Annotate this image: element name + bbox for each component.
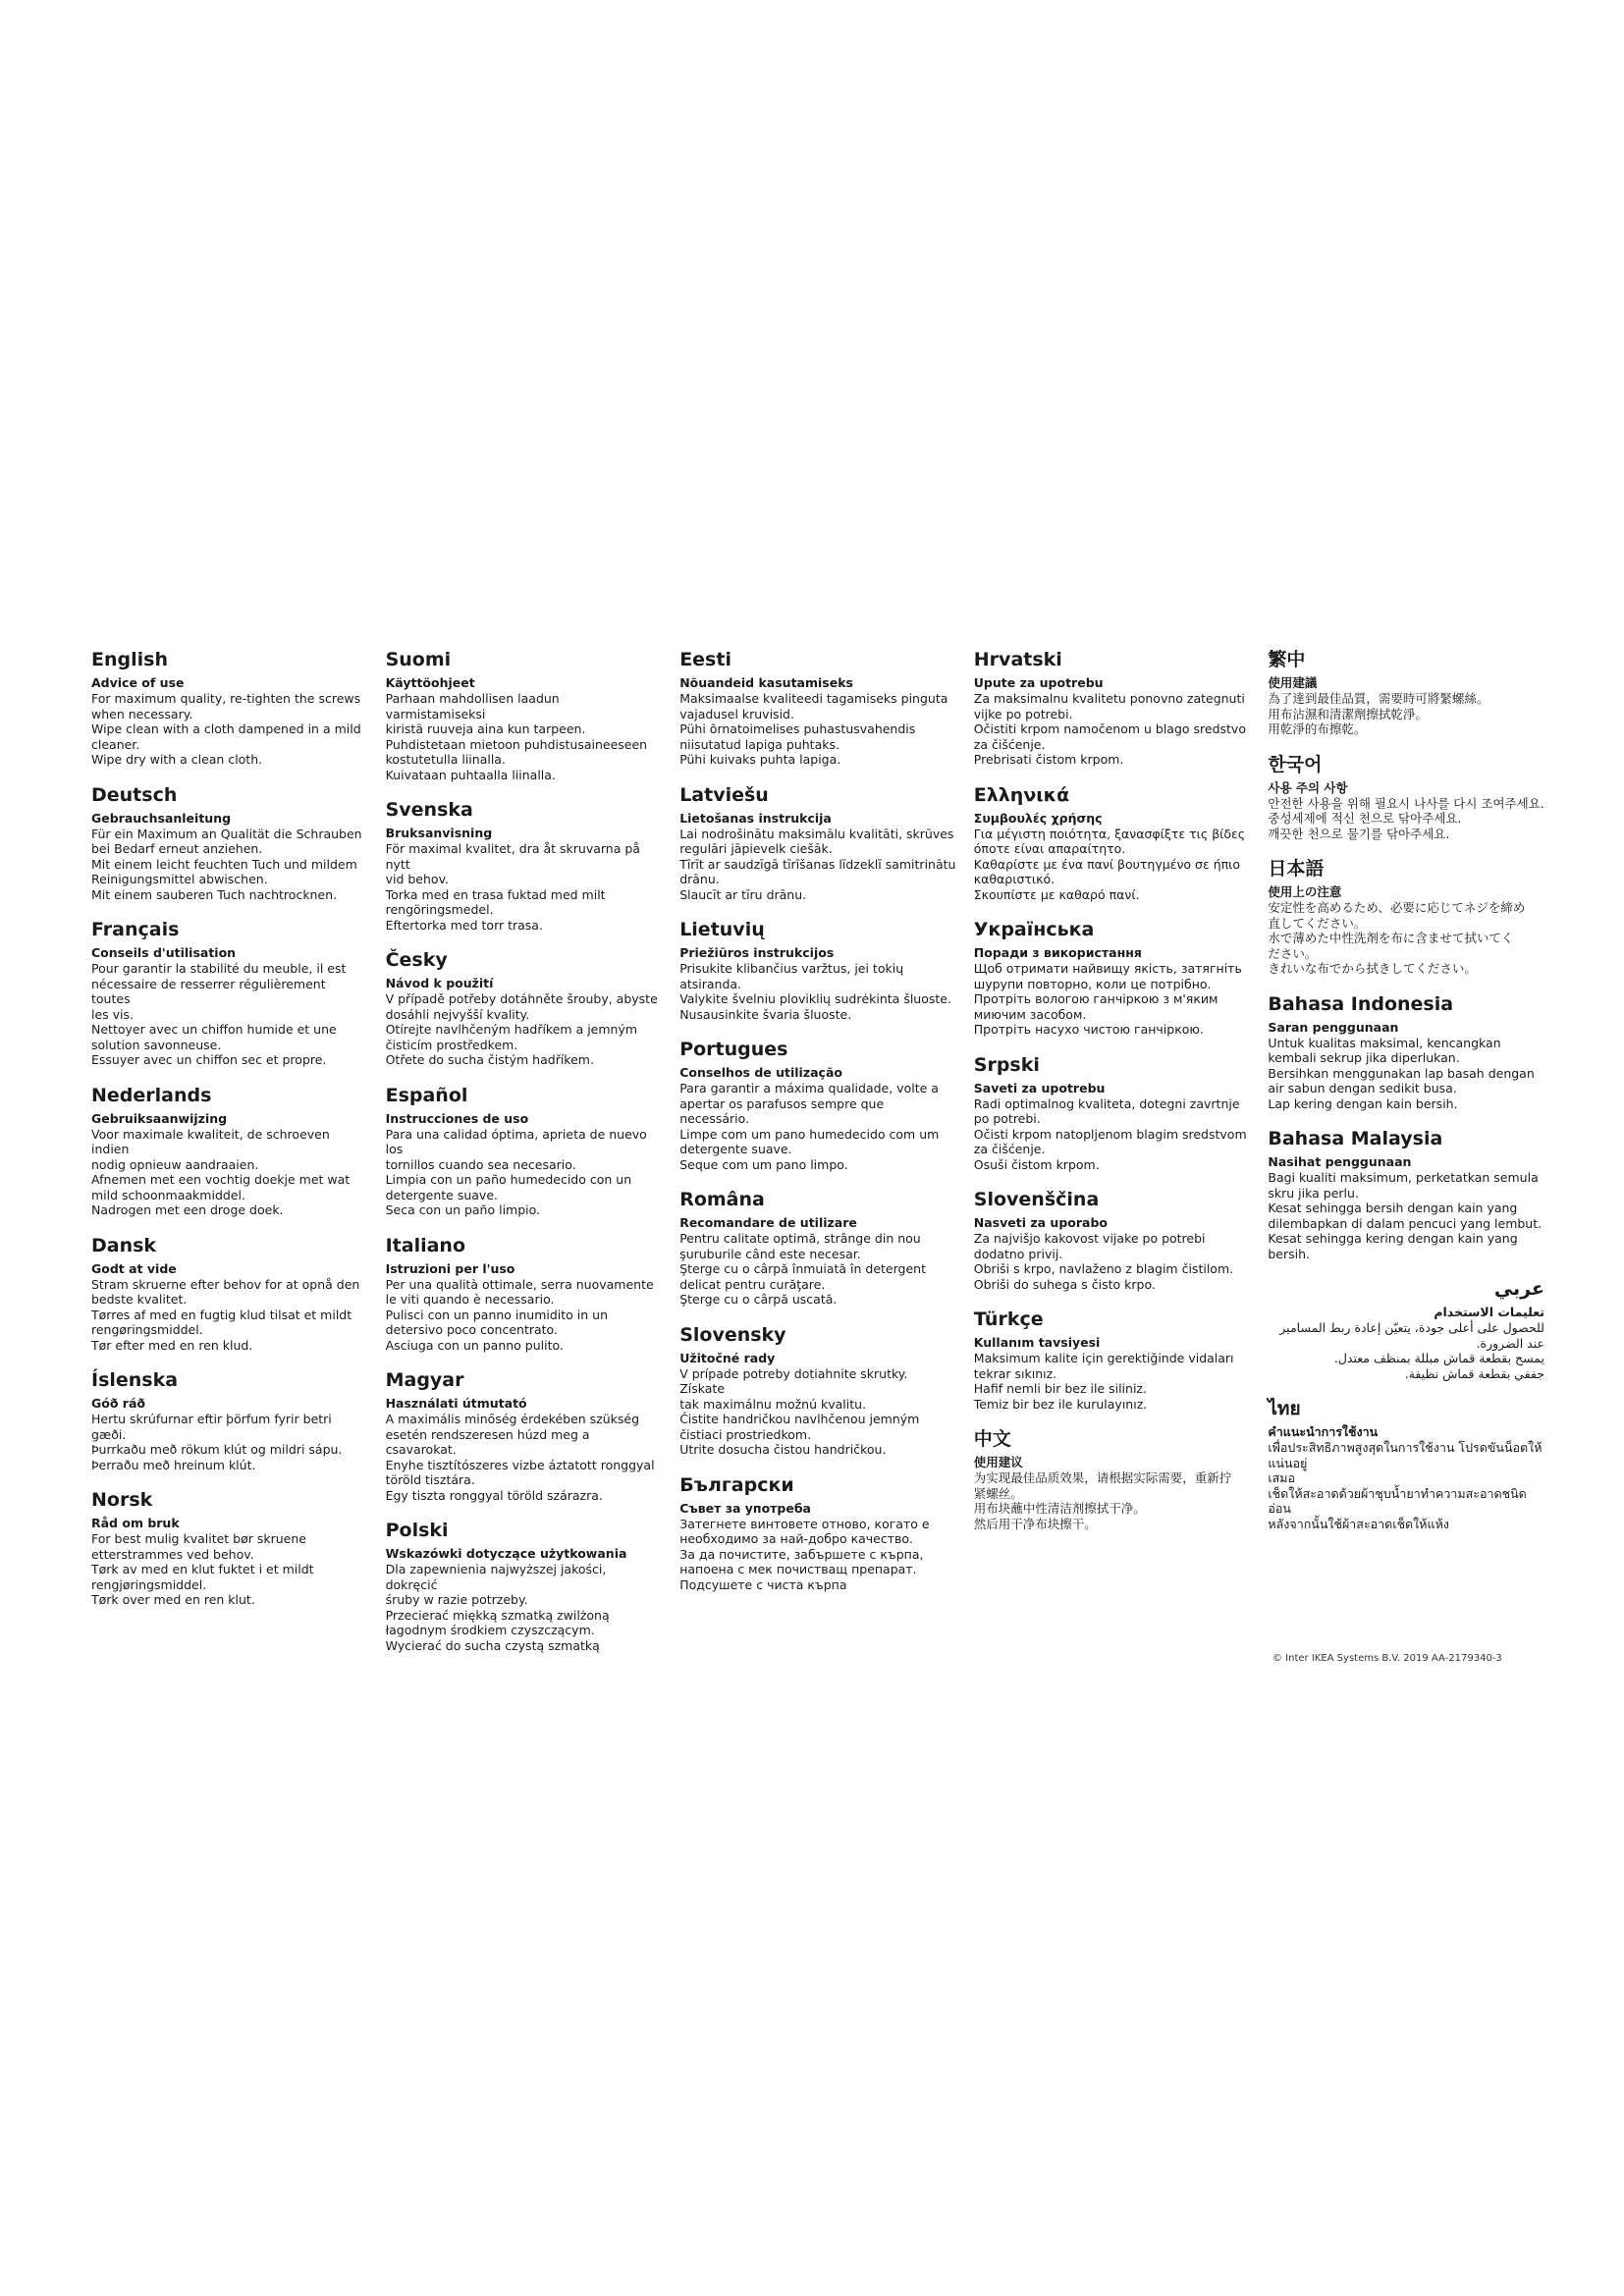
text-line: Wipe clean with a cloth dampened in a mild [91,721,361,736]
column-3 [679,648,956,1669]
text-line: Valykite švelniu ploviklių sudrėkinta šluoste. [679,991,951,1006]
section-greek [974,783,1251,903]
text-line: za čišćenje. [973,1142,1046,1156]
text-line: Wipe dry with a clean cloth. [91,752,263,767]
section-chinese-traditional [1268,648,1544,737]
text-line: 깨끗한 천으로 물기를 닦아주세요. [1268,826,1450,841]
text-line: หลังจากนั้นใช้ผ้าสะอาดเช็ดให้แห้ง [1268,1516,1449,1531]
text-line: nécessaire de resserrer régulièrement toutes [91,976,326,1006]
section-suomi [386,648,663,782]
text-line: For maximum quality, re-tighten the screws [91,691,361,706]
text-line: łagodnym środkiem czyszczącym. [385,1623,595,1637]
language-title: Dansk [91,1234,157,1256]
text-line: Torka med en trasa fuktad med milt [385,886,606,902]
text-line: Seca con un paño limpio. [385,1202,541,1217]
text-line: po potrebi. [973,1111,1041,1126]
section-arabic [1268,1277,1544,1381]
text-line: เพื่อประสิทธิภาพสูงสุดในการใช้งาน โปรดขันน็อตให้แน่นอยู่ [1268,1440,1543,1470]
text-line: detersivo poco concentrato. [385,1322,558,1337]
section-svenska [386,798,663,933]
section-heading: Godt at vide [91,1260,177,1276]
text-line: Afnemen met een vochtig doekje met wat [91,1172,351,1187]
section-heading: Užitočné rady [679,1350,776,1365]
text-line: Za najvišjo kakovost vijake po potrebi [973,1231,1206,1246]
column-1 [91,648,368,1669]
section-romana [679,1188,956,1308]
text-line: bei Bedarf erneut anziehen. [91,841,263,856]
language-title: Slovenščina [973,1189,1100,1210]
section-heading: Nasihat penggunaan [1268,1154,1412,1169]
text-line: V prípade potreby dotiahnite skrutky. Získate [679,1365,908,1396]
text-line: Stram skruerne efter behov for at opnå den [91,1276,360,1292]
language-title: Hrvatski [973,649,1062,670]
text-line: rengjøringsmiddel. [91,1576,207,1592]
section-heading: Поради з використання [973,945,1142,960]
text-line: Pour garantir la stabilité du meuble, il est [91,961,347,976]
text-line: nodig opnieuw aandraaien. [91,1156,259,1172]
text-line: le viti quando è necessario. [385,1292,555,1307]
text-line: För maximal kvalitet, dra åt skruvarna på nytt [385,841,640,872]
text-line: 然后用干净布块擦干。 [973,1516,1097,1531]
copyright-footer: © Inter IKEA Systems B.V. 2019 AA-2179340-3 [1272,1653,1502,1664]
text-line: atsiranda. [679,976,742,991]
text-line: ださい。 [1268,945,1318,961]
section-chinese-simplified [974,1427,1251,1531]
section-espanol [386,1084,663,1218]
text-line: Hafif nemli bir bez ile siliniz. [973,1381,1147,1396]
section-magyar [386,1368,663,1503]
text-line: Egy tiszta ronggyal töröld szárazra. [385,1487,603,1503]
text-line: dilembapkan di dalam pencuci yang lembut. [1268,1215,1543,1231]
text-line: tak maximálnu možnú kvalitu. [679,1396,867,1412]
text-line: 用乾淨的布擦乾。 [1268,721,1367,736]
text-line: Enyhe tisztítószeres vizbe áztatott ronggyal [385,1457,655,1472]
text-line: cleaner. [91,736,140,752]
text-line: Lai nodrošinātu maksimālu kvalitāti, skrūves [679,826,954,841]
section-heading: Upute za upotrebu [973,675,1104,690]
text-line: Kesat sehingga bersih dengan kain yang [1268,1201,1518,1215]
section-heading: Priežiūros instrukcijos [679,945,835,960]
language-title: Deutsch [91,783,178,806]
language-title: English [91,649,168,670]
section-heading: Съвет за употреба [679,1500,811,1516]
text-line: καθαριστικό. [973,872,1056,886]
text-line: Şterge cu o cârpă înmuiată în detergent [679,1261,926,1276]
language-title: 中文 [973,1428,1011,1450]
text-line: للحصول على أعلى جودة، يتعيّن إعادة ربط المسامير [1279,1320,1544,1335]
text-line: Bagi kualiti maksimum, perketatkan semula [1268,1170,1539,1185]
section-srpski [974,1053,1251,1173]
text-line: 為了達到最佳品質，需要時可將緊螺絲。 [1268,691,1489,706]
section-heading: Gebruiksaanwijzing [91,1110,228,1126]
text-line: Maksimaalse kvaliteedi tagamiseks pinguta [679,691,948,706]
section-heading: Nasveti za uporabo [973,1215,1108,1230]
language-title: Български [679,1473,794,1496]
section-bahasa-malaysia [1268,1127,1544,1261]
text-line: миючим засобом. [973,1006,1087,1022]
text-line: Mit einem leicht feuchten Tuch und mildem [91,856,357,872]
language-title: Norsk [91,1489,153,1511]
text-line: Otřete do sucha čistým hadříkem. [385,1052,594,1067]
section-slovensky [679,1323,956,1458]
text-line: mild schoonmaakmiddel. [91,1187,245,1202]
text-line: Şterge cu o cârpă uscată. [679,1292,838,1307]
text-line: Tīrīt ar saudzīgā tīrīšanas līdzeklī samitrinātu [679,856,956,872]
section-heading: Saveti za upotrebu [973,1080,1106,1095]
text-line: 안전한 사용을 위해 필요시 나사를 다시 조여주세요. [1268,795,1544,811]
text-line: kembali sekrup jika diperlukan. [1268,1050,1460,1065]
section-heading: Συμβουλές χρήσης [973,810,1103,826]
text-line: เช็ดให้สะอาดด้วยผ้าชุบน้ำยาทำความสะอาดชนิดอ่อน [1268,1485,1527,1516]
column-5 [1268,648,1544,1669]
text-line: 为实现最佳品质效果，请根据实际需要，重新拧 [973,1470,1232,1485]
text-line: Očisti krpom natopljenom blagim sredstvom [973,1126,1247,1142]
language-title: Íslenska [91,1369,179,1391]
text-line: Otírejte navlhčeným hadříkem a jemným [385,1022,638,1037]
language-title: Česky [385,949,448,971]
language-title: عربي [1493,1278,1544,1300]
text-line: Prisukite klibančius varžtus, jei tokių [679,961,904,976]
text-line: apertar os parafusos sempre que necessário. [679,1095,885,1126]
text-line: For best mulig kvalitet bør skruene [91,1531,306,1546]
language-title: Slovensky [679,1323,786,1346]
text-line: необходимо за най-добро качество. [679,1531,913,1546]
section-heading: 使用上の注意 [1268,884,1342,899]
text-line: Osuši čistom krpom. [973,1156,1100,1172]
text-line: bersih. [1268,1246,1311,1261]
text-line: skru jika perlu. [1268,1185,1359,1201]
text-line: Подсушете с чиста кърпа [679,1576,847,1592]
language-title: Portugues [679,1039,788,1060]
section-english [91,648,368,768]
section-heading: Gebrauchsanleitung [91,810,232,826]
language-title: Eesti [679,649,731,670]
section-heading: Lietošanas instrukcija [679,810,832,826]
text-line: tornillos cuando sea necesario. [385,1156,576,1172]
section-heading: 使用建议 [973,1455,1023,1469]
text-line: dosáhli nejvyšší kvality. [385,1006,530,1022]
text-line: čisticím prostředkem. [385,1037,518,1052]
language-title: Svenska [385,799,473,821]
text-line: Per una qualità ottimale, serra nuovamente [385,1276,654,1292]
text-line: when necessary. [91,706,193,721]
language-title: Lietuvių [679,919,765,940]
text-line: Reinigungsmittel abwischen. [91,872,268,886]
section-heading: Saran penggunaan [1268,1019,1399,1035]
text-line: Puhdistetaan mietoon puhdistusaineeseen [385,736,648,752]
text-line: čistiaci prostriedkom. [679,1426,812,1442]
text-line: Temiz bir bez ile kurulayınız. [973,1396,1148,1412]
section-polski [386,1519,663,1653]
text-line: Hertu skrúfurnar eftir þörfum fyrir betri gæði. [91,1412,332,1442]
text-line: Für ein Maximum an Qualität die Schrauben [91,826,362,841]
language-title: 한국어 [1268,753,1323,775]
text-line: جففي بقطعة قماش نظيفة. [1404,1365,1544,1381]
text-line: 用布沾濕和清潔劑擦拭乾淨。 [1268,706,1428,721]
text-line: tekrar sıkınız. [973,1365,1057,1381]
text-line: Wycierać do sucha czystą szmatką [385,1637,600,1653]
text-line: bedste kvalitet. [91,1292,188,1307]
text-line: etterstrammes ved behov. [91,1546,254,1562]
section-heading: Góð ráð [91,1396,145,1411]
language-title: Italiano [385,1234,465,1256]
text-line: Obriši do suhega s čisto krpo. [973,1276,1156,1292]
language-title: Español [385,1084,468,1106]
text-line: Parhaan mahdollisen laadun varmistamiseksi [385,691,560,721]
text-line: Þerraðu með hreinum klút. [91,1457,256,1472]
text-line: Nadrogen met een droge doek. [91,1202,284,1217]
text-line: Pentru calitate optimă, strânge din nou [679,1231,921,1246]
text-line: เสมอ [1268,1470,1296,1485]
text-line: Obriši s krpo, navlaženo z blagim čistilom. [973,1261,1234,1276]
language-title: 繁中 [1268,649,1306,670]
text-line: عند الضرورة. [1476,1335,1544,1351]
language-title: Nederlands [91,1084,212,1106]
language-title: Suomi [385,649,452,670]
text-line: Voor maximale kwaliteit, de schroeven indien [91,1126,330,1156]
text-line: Καθαρίστε με ένα πανί βουτηγμένο σε ήπιο [973,856,1241,872]
column-4 [974,648,1251,1669]
section-eesti [679,648,956,768]
text-line: Dla zapewnienia najwyższej jakości, dokręcić [385,1562,607,1592]
section-heading: Recomandare de utilizare [679,1215,857,1230]
section-korean [1268,753,1544,842]
text-line: 用布块蘸中性清洁剂擦拭干净。 [973,1501,1146,1516]
text-line: V případě potřeby dotáhněte šrouby, abyste [385,991,658,1006]
section-japanese [1268,857,1544,977]
text-line: les vis. [91,1006,135,1022]
language-title: Türkçe [973,1308,1044,1330]
text-line: Asciuga con un panno pulito. [385,1337,564,1353]
section-lietuviu [679,918,956,1022]
section-heading: Istruzioni per l'uso [385,1260,515,1276]
column-2 [386,648,663,1669]
text-line: Kesat sehingga kering dengan kain yang [1268,1231,1518,1246]
text-line: Затегнете винтовете отново, когато е [679,1516,930,1531]
text-line: きれいな布でから拭きしてください。 [1268,961,1477,976]
language-title: Româna [679,1189,765,1210]
text-line: Eftertorka med torr trasa. [385,917,543,933]
text-line: niisutatud lapiga puhtaks. [679,736,839,752]
section-heading: Kullanım tavsiyesi [973,1335,1101,1350]
text-line: Pühi kuivaks puhta lapiga. [679,752,841,767]
text-line: Limpia con un paño humedecido con un [385,1172,632,1187]
section-heading: 使用建議 [1268,675,1318,690]
section-hrvatski [974,648,1251,768]
text-line: Þurrkaðu með rökum klút og mildri sápu. [91,1442,343,1457]
section-cesky [386,948,663,1068]
text-line: Utrite dosucha čistou handričkou. [679,1442,887,1457]
text-line: dodatno privij. [973,1246,1063,1261]
text-line: Tørk over med en ren klut. [91,1592,255,1607]
language-title: Magyar [385,1369,464,1391]
text-line: Przecierać miękką szmatką zwilżoną [385,1607,610,1623]
text-line: kostutetulla liinalla. [385,752,506,767]
text-line: 紧螺丝。 [973,1485,1023,1501]
text-line: 直してください。 [1268,915,1367,931]
section-heading: Bruksanvisning [385,826,493,840]
section-portugues [679,1038,956,1172]
text-line: За да почистите, забършете с кърпа, [679,1546,924,1562]
text-line: Seque com um pano limpo. [679,1156,848,1172]
language-title: Українська [973,919,1095,940]
text-line: Maksimum kalite için gerektiğinde vidaları [973,1351,1234,1365]
text-line: rengøringsmiddel. [91,1322,203,1337]
section-heading: Wskazówki dotyczące użytkowania [385,1546,627,1561]
section-bulgarian [679,1473,956,1593]
text-line: Essuyer avec un chiffon sec et propre. [91,1052,327,1067]
text-line: Za maksimalnu kvalitetu ponovno zategnuti [973,691,1245,706]
section-turkce [974,1308,1251,1412]
language-title: Français [91,919,180,940]
section-slovenscina [974,1188,1251,1292]
text-line: Limpe com um pano humedecido com um [679,1126,940,1142]
section-francais [91,918,368,1068]
text-line: esetén rendszeresen húzd meg a csavarokat. [385,1426,590,1457]
text-line: Radi optimalnog kvaliteta, dotegni zavrtnje [973,1095,1240,1111]
section-dansk [91,1234,368,1354]
language-title: 日本語 [1268,858,1325,880]
language-title: Bahasa Indonesia [1268,992,1454,1015]
section-heading: 사용 주의 사항 [1268,779,1348,795]
text-line: air sabun dengan sedikit busa. [1268,1081,1457,1095]
text-line: Pulisci con un panno inumidito in un [385,1307,609,1322]
section-heading: Návod k použití [385,976,494,990]
text-line: Pühi õrnatoimelises puhastusvahendis [679,721,916,736]
section-heading: Használati útmutató [385,1396,527,1411]
section-heading: Råd om bruk [91,1516,180,1530]
text-line: Щоб отримати найвищу якість, затягніть [973,961,1242,976]
text-line: delicat pentru curăţare. [679,1276,826,1292]
language-title: Ελληνικά [973,783,1070,806]
text-line: Para garantir a máxima qualidade, volte a [679,1081,939,1095]
text-line: Untuk kualitas maksimal, kencangkan [1268,1035,1501,1050]
text-line: Slaucīt ar tīru drānu. [679,886,807,902]
section-heading: تعليمات الاستخدام [1434,1305,1544,1319]
language-title: Bahasa Malaysia [1268,1128,1443,1149]
text-line: kiristä ruuveja aina kun tarpeen. [385,721,586,736]
text-line: Mit einem sauberen Tuch nachtrocknen. [91,886,338,902]
text-line: Bersihkan menggunakan lap basah dengan [1268,1065,1535,1081]
text-line: Kuivataan puhtaalla liinalla. [385,767,556,782]
text-line: şuruburile când este necesar. [679,1246,861,1261]
text-line: Nettoyer avec un chiffon humide et une [91,1022,337,1037]
text-line: Σκουπίστε με καθαρό πανί. [973,886,1140,902]
section-islenska [91,1368,368,1472]
section-heading: คำแนะนำการใช้งาน [1268,1424,1379,1439]
language-title: Srpski [973,1053,1040,1076]
section-norsk [91,1488,368,1608]
text-line: шурупи повторно, коли це потрібно. [973,976,1212,991]
section-bahasa-indonesia [1268,992,1544,1112]
text-line: drānu. [679,872,720,886]
text-line: Протріть насухо чистою ганчіркою. [973,1022,1204,1037]
text-line: Lap kering dengan kain bersih. [1268,1095,1458,1111]
text-line: rengöringsmedel. [385,902,494,917]
text-line: vajadusel kruvisid. [679,706,794,721]
section-heading: Käyttöohjeet [385,675,475,690]
section-italiano [386,1234,663,1354]
text-line: detergente suave. [385,1187,498,1202]
section-nederlands [91,1084,368,1218]
language-title: Latviešu [679,783,769,806]
text-line: regulāri jāpievelk ciešāk. [679,841,833,856]
section-heading: Instrucciones de uso [385,1110,529,1126]
instructions-columns [91,648,1544,1669]
text-line: Για μέγιστη ποιότητα, ξανασφίξτε τις βίδες [973,826,1246,841]
text-line: напоена с мек почистващ препарат. [679,1562,917,1576]
text-line: 중성세제에 적신 천으로 닦아주세요. [1268,811,1462,826]
text-line: vijke po potrebi. [973,706,1073,721]
text-line: A maximális minőség érdekében szükség [385,1412,640,1426]
text-line: śruby w razie potrzeby. [385,1592,528,1607]
section-ukrainian [974,918,1251,1038]
text-line: Nusausinkite švaria šluoste. [679,1006,852,1022]
text-line: vid behov. [385,872,449,886]
text-line: Протріть вологою ганчіркою з м'яким [973,991,1218,1006]
text-line: solution savonneuse. [91,1037,222,1052]
text-line: detergente suave. [679,1142,792,1156]
section-heading: Advice of use [91,675,185,690]
text-line: Prebrisati čistom krpom. [973,752,1124,767]
section-heading: Conseils d'utilisation [91,945,237,960]
section-latviesu [679,783,956,903]
section-deutsch [91,783,368,903]
text-line: Čistite handričkou navlhčenou jemným [679,1412,920,1426]
text-line: يمسح بقطعة قماش مبللة بمنظف معتدل. [1333,1351,1544,1365]
section-thai [1268,1397,1544,1531]
text-line: Para una calidad óptima, aprieta de nuevo los [385,1126,647,1156]
text-line: töröld tisztára. [385,1472,475,1487]
text-line: όποτε είναι απαραίτητο. [973,841,1126,856]
text-line: Tør efter med en ren klud. [91,1337,253,1353]
text-line: Očistiti krpom namočenom u blago sredstvo [973,721,1246,736]
language-title: Polski [385,1520,449,1541]
text-line: za čišćenje. [973,736,1046,752]
section-heading: Nõuandeid kasutamiseks [679,675,853,690]
text-line: Tørk av med en klut fuktet i et mildt [91,1562,314,1576]
text-line: Tørres af med en fugtig klud tilsat et mildt [91,1307,352,1322]
section-heading: Conselhos de utilização [679,1065,842,1080]
text-line: 水で薄めた中性洗剤を布に含ませて拭いてく [1268,931,1514,945]
text-line: 安定性を高めるため、必要に応じてネジを締め [1268,900,1526,915]
language-title: ไทย [1268,1398,1301,1419]
